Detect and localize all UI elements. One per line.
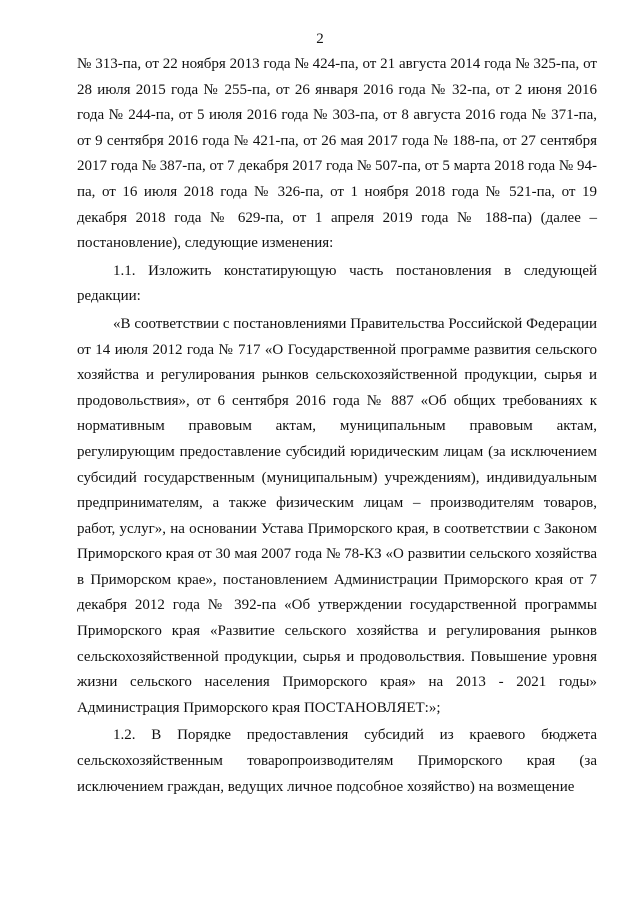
page-number: 2 xyxy=(316,31,324,47)
paragraph-item-1-2: 1.2. В Порядке предоставления субсидий из краевого бюджета сельскохозяйственным товаропроизводителям Приморского края (за исключением граждан, ведущих личное подсобное хозяйство) на возмещение xyxy=(77,727,597,795)
document-body xyxy=(77,52,597,800)
paragraph-item-1-1: 1.1. Изложить констатирующую часть постановления в следующей редакции: xyxy=(77,262,597,305)
paragraph-preamble-quote: «В соответствии с постановлениями Правительства Российской Федерации от 14 июля 2012 года № 717 «О Государственной программе развития сельского хозяйства и регулирования рынков сельскохозяйственной продукции, сырья и продовольствия», от 6 сентября 2016 года № 887 «Об общих требованиях к нормативным правовым актам, муниципальным правовым актам, регулирующим предоставление субсидий юридическим лицам (за исключением субсидий государственным (муниципальным) учреждениям), индивидуальным предпринимателям, а также физическим лицам – производителям товаров, работ, услуг», на основании Устава Приморского края, в соответствии с Законом Приморского края от 30 мая 2007 года № 78-КЗ «О развитии сельского хозяйства в Приморском крае», постановлением Администрации Приморского края от 7 декабря 2012 года № 392-па «Об утверждении государственной программы Приморского края «Развитие сельского хозяйства и регулирования рынков сельскохозяйственной продукции, сырья и продовольствия. Повышение уровня жизни сельского населения Приморского края» на 2013 - 2021 годы» Администрация Приморского края ПОСТАНОВЛЯЕТ:»; xyxy=(77,315,597,716)
paragraph-amendment-list: № 313-па, от 22 ноября 2013 года № 424-па, от 21 августа 2014 года № 325-па, от 28 июля 2015 года № 255-па, от 26 января 2016 года № 32-па, от 2 июня 2016 года № 244-па, от 5 июля 2016 года № 303-па, от 8 августа 2016 года № 371-па, от 9 сентября 2016 года № 421-па, от 26 мая 2017 года № 188-па, от 27 сентября 2017 года № 387-па, от 7 декабря 2017 года № 507-па, от 5 марта 2018 года № 94-па, от 16 июля 2018 года № 326-па, от 1 ноября 2018 года № 521-па, от 19 декабря 2018 года № 629-па, от 1 апреля 2019 года № 188-па) (далее – постановление), следующие изменения: xyxy=(77,56,597,252)
